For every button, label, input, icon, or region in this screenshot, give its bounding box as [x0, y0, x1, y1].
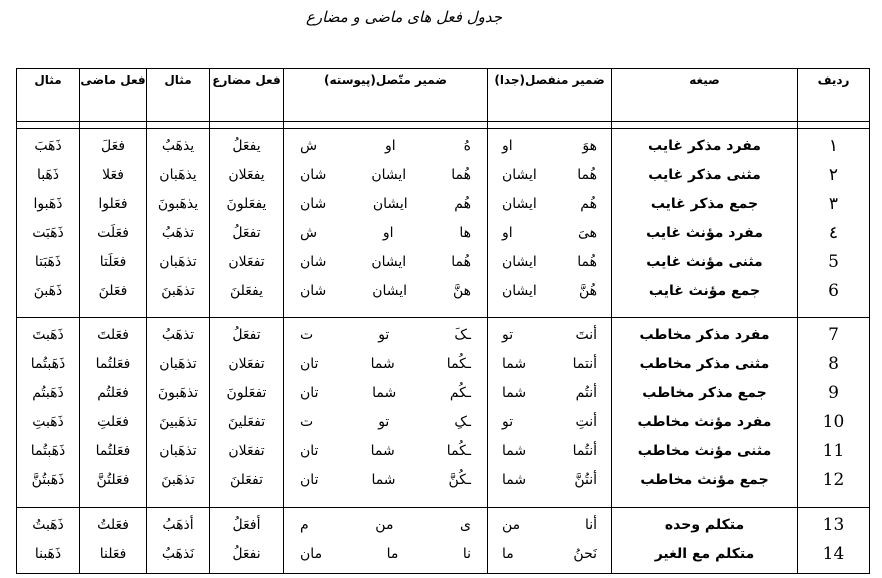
cell-verb-present [210, 129, 284, 318]
pronoun-attached-part: تان [300, 385, 319, 402]
cell-pronoun-separate [488, 318, 612, 507]
example-present: یذهَبان [159, 167, 197, 183]
pronoun-attached-part: شما [371, 472, 396, 489]
pronoun-attached [284, 190, 487, 219]
example-past: ذَهَبتُم [32, 385, 64, 402]
pronoun-separate-part: هُنَّ [578, 283, 597, 299]
header-mottasel: ضمیر متّصل(پیوسته) [284, 69, 488, 122]
sigha-label-list [612, 508, 797, 569]
pronoun-separate-part: أنتُنَّ [574, 472, 597, 489]
verb-past-list [80, 508, 146, 569]
example-past: ذَهَبتُنَّ [31, 472, 65, 489]
row-number-list [798, 508, 869, 569]
pronoun-attached-part: او [382, 225, 394, 241]
header-monfasel: ضمیر منفصل(جدا) [488, 69, 612, 122]
pronoun-separate-part: نَحنُ [573, 545, 597, 562]
verb-past: فعَلتُم [97, 385, 129, 402]
cell-sigha-label [612, 507, 798, 573]
pronoun-separate [488, 408, 611, 437]
row-number: 6 [828, 281, 839, 301]
row-number: 13 [822, 514, 845, 535]
row-number-list [798, 129, 869, 306]
pronoun-attached [284, 350, 487, 379]
cell-verb-past [80, 507, 147, 573]
pronoun-separate-part: هُما [577, 254, 597, 270]
sigha-label-list [612, 318, 797, 495]
pronoun-separate-part: هُما [577, 167, 597, 183]
cell-pronoun-attached [284, 318, 488, 507]
cell-pronoun-separate [488, 129, 612, 318]
header-mesal-1: مثال [147, 69, 210, 122]
row-number: 11 [822, 441, 845, 462]
verb-present: تفعَلُ [232, 225, 261, 241]
example-present: تذهَبونَ [157, 385, 199, 402]
pronoun-attached-part: شان [300, 196, 327, 212]
pronoun-separate-list [488, 318, 611, 495]
example-past: ذَهَبا [36, 167, 60, 183]
pronoun-attached [284, 466, 487, 495]
verb-present: تفعَلونَ [226, 385, 267, 402]
pronoun-separate-part: هوَ [582, 138, 597, 154]
pronoun-separate [488, 161, 611, 190]
cell-row-number [798, 318, 870, 507]
pronoun-separate [488, 248, 611, 277]
verb-present-list [210, 129, 283, 306]
cell-example-present [147, 507, 210, 573]
cell-example-past [17, 129, 80, 318]
cell-example-present [147, 318, 210, 507]
row-number: 7 [828, 325, 839, 346]
verb-present-list [210, 508, 283, 569]
pronoun-attached-part: ها [459, 225, 471, 241]
cell-verb-present [210, 318, 284, 507]
verb-past: فعَلتُما [95, 443, 131, 460]
pronoun-attached-part: هُما [451, 254, 471, 270]
cell-verb-past [80, 129, 147, 318]
pronoun-separate [488, 219, 611, 248]
example-present: تذهَبان [159, 443, 197, 460]
pronoun-separate [488, 321, 611, 350]
example-past: ذَهَبوا [33, 196, 63, 212]
verb-past: فعَلنا [99, 545, 127, 562]
pronoun-attached-part: تان [300, 356, 319, 373]
pronoun-separate [488, 277, 611, 306]
verb-present: تفعَلینَ [227, 414, 266, 431]
pronoun-attached-part: ـکُما [446, 443, 471, 460]
example-past-list [17, 318, 79, 495]
pronoun-attached-part: شان [300, 167, 327, 183]
pronoun-attached-part: ـکُما [446, 356, 471, 373]
row-number: ١ [828, 136, 839, 156]
example-present: یذهَبونَ [157, 196, 199, 212]
header-sigha: صیغه [612, 69, 798, 122]
pronoun-separate-part: من [502, 516, 521, 533]
row-number: 12 [822, 470, 845, 491]
cell-verb-past [80, 318, 147, 507]
pronoun-attached [284, 511, 487, 540]
cell-pronoun-separate [488, 507, 612, 573]
pronoun-separate-part: شما [502, 356, 527, 373]
cell-row-number [798, 129, 870, 318]
pronoun-attached-part: ش [300, 225, 318, 241]
header-row [17, 69, 870, 122]
pronoun-attached-part: ت [300, 327, 314, 344]
sigha-label: مفرد مؤنث مخاطب [637, 414, 772, 431]
pronoun-attached [284, 161, 487, 190]
pronoun-attached-part: هُم [454, 196, 471, 212]
verb-present: أفعَلُ [232, 516, 261, 533]
example-present: تذهَبان [159, 356, 197, 373]
pronoun-separate-part: أنتَ [575, 327, 597, 344]
example-past-list [17, 129, 79, 306]
verb-present: یفعَلان [228, 167, 265, 183]
sigha-label: جمع مؤنث مخاطب [640, 472, 769, 489]
verb-present: تفعَلُ [232, 327, 261, 344]
pronoun-separate [488, 190, 611, 219]
pronoun-attached-part: تان [300, 443, 319, 460]
pronoun-attached-part: تو [378, 327, 390, 344]
pronoun-attached-part: ایشان [371, 167, 407, 183]
pronoun-attached-part: هُما [451, 167, 471, 183]
pronoun-attached [284, 277, 487, 306]
pronoun-attached [284, 379, 487, 408]
sigha-label: متکلم وحده [664, 516, 745, 533]
row-number: 14 [822, 543, 845, 564]
pronoun-attached-part: شما [370, 443, 395, 460]
example-past: ذَهَبَتا [34, 254, 62, 270]
verb-past: فعَلَ [100, 138, 126, 154]
pronoun-separate-part: ایشان [502, 196, 537, 212]
cell-pronoun-attached [284, 507, 488, 573]
pronoun-attached-part: تو [378, 414, 390, 431]
pronoun-attached-part: هنَّ [452, 283, 471, 299]
pronoun-separate-part: او [502, 225, 513, 241]
pronoun-separate-part: شما [502, 385, 527, 402]
verb-past: فعَلَتا [99, 254, 127, 270]
sigha-label: مثنی مؤنث مخاطب [637, 443, 772, 460]
pronoun-separate-part: أنتِ [575, 414, 597, 431]
pronoun-attached-part: شما [370, 356, 395, 373]
pronoun-separate-part: شما [502, 443, 527, 460]
pronoun-attached-part: ـکُم [449, 385, 471, 402]
verb-past-list [80, 129, 146, 306]
header-mozare: فعل مضارع [210, 69, 284, 122]
row-number: ٤ [828, 223, 839, 243]
example-past: ذَهَبَت [32, 225, 64, 241]
example-past: ذَهَبنا [34, 545, 62, 562]
pronoun-attached-list [284, 129, 487, 306]
pronoun-separate [488, 466, 611, 495]
sigha-label-list [612, 129, 797, 306]
cell-pronoun-attached [284, 129, 488, 318]
pronoun-attached [284, 248, 487, 277]
example-past: ذَهَبَ [34, 138, 62, 154]
pronoun-separate-part: أنتما [572, 356, 597, 373]
verb-present: تفعَلنَ [229, 472, 264, 489]
pronoun-attached-part: شان [300, 254, 327, 270]
pronoun-separate-part: ایشان [502, 254, 537, 270]
pronoun-attached-part: او [385, 138, 396, 154]
header-mesal-2: مثال [17, 69, 80, 122]
pronoun-separate-part: هیَ [577, 225, 597, 241]
pronoun-attached [284, 321, 487, 350]
header-mazi: فعل ماضی [80, 69, 147, 122]
example-present: أذهَبُ [162, 516, 194, 533]
spacer-row [17, 122, 870, 129]
example-past: ذَهَبتُما [30, 443, 66, 460]
example-present-list [147, 508, 209, 569]
pronoun-attached-list [284, 508, 487, 569]
example-present: نَذهَبُ [161, 545, 195, 562]
example-past-list [17, 508, 79, 569]
pronoun-attached-part: ـکُنَّ [448, 472, 471, 489]
example-present: تذهَبُ [161, 225, 195, 241]
example-present: تذهَبُ [161, 327, 195, 344]
pronoun-attached-part: ت [300, 414, 314, 431]
row-number-list [798, 318, 869, 495]
pronoun-attached-part: نا [462, 545, 471, 562]
pronoun-attached [284, 219, 487, 248]
verb-present: یفعَلنَ [229, 283, 264, 299]
pronoun-attached [284, 408, 487, 437]
verb-present: تفعَلان [228, 356, 265, 373]
pronoun-attached-part: ش [300, 138, 318, 154]
pronoun-attached-part: ـکَ [454, 327, 471, 344]
pronoun-attached-list [284, 318, 487, 495]
verb-past: فعَلتُنَّ [96, 472, 130, 489]
verb-past: فعَلا [102, 167, 124, 183]
cell-sigha-label [612, 318, 798, 507]
pronoun-separate [488, 437, 611, 466]
pronoun-attached [284, 132, 487, 161]
example-past: ذَهَبنَ [33, 283, 63, 299]
pronoun-separate-part: أنا [584, 516, 597, 533]
sigha-label: جمع مذکر مخاطب [642, 385, 767, 402]
example-present: تذهَبان [159, 254, 197, 270]
pronoun-attached-part: ـکِ [454, 414, 471, 431]
section-third-person [17, 129, 870, 318]
pronoun-attached-part: مان [300, 545, 323, 562]
example-past: ذَهَبتُ [32, 516, 64, 533]
pronoun-separate-part: ایشان [502, 167, 537, 183]
verb-present-list [210, 318, 283, 495]
verb-present: یفعَلُ [232, 138, 261, 154]
header-radif: ردیف [798, 69, 870, 122]
pronoun-attached-part: من [375, 516, 394, 533]
pronoun-attached-part: ایشان [371, 254, 407, 270]
row-number: ٢ [828, 165, 839, 185]
sigha-label: مفرد مذکر غایب [648, 138, 761, 154]
pronoun-separate-part: ایشان [502, 283, 537, 299]
pronoun-separate-part: شما [502, 472, 527, 489]
pronoun-attached-part: تان [300, 472, 319, 489]
pronoun-attached-part: شان [300, 283, 327, 299]
verb-present: تفعَلان [228, 254, 265, 270]
pronoun-attached-part: ما [386, 545, 399, 562]
pronoun-separate-list [488, 508, 611, 569]
row-number: 9 [828, 383, 839, 404]
cell-example-past [17, 318, 80, 507]
sigha-label: متکلم مع الغیر [654, 545, 755, 562]
pronoun-attached-part: م [300, 516, 309, 533]
verb-past: فعَلتَ [97, 327, 129, 344]
pronoun-separate-part: أنتُم [575, 385, 597, 402]
example-present: تذهَبنَ [161, 472, 195, 489]
example-past: ذَهَبتِ [32, 414, 64, 431]
example-present: تذهَبینَ [159, 414, 197, 431]
pronoun-attached [284, 437, 487, 466]
cell-example-present [147, 129, 210, 318]
sigha-label: مفرد مذکر مخاطب [639, 327, 770, 344]
section-first-person [17, 507, 870, 573]
pronoun-separate-part: تو [502, 327, 514, 344]
pronoun-separate [488, 132, 611, 161]
page-title: جدول فعل های ماضی و مضارع [305, 8, 502, 26]
example-past: ذَهَبتَ [32, 327, 64, 344]
verb-past: فعَلتُما [95, 356, 131, 373]
sigha-label: جمع مؤنث غایب [648, 283, 761, 299]
example-present: یذهَبُ [161, 138, 195, 154]
verb-past: فعَلنَ [98, 283, 128, 299]
pronoun-separate [488, 540, 611, 569]
sigha-label: جمع مذکر غایب [650, 196, 759, 212]
verb-present: یفعَلونَ [226, 196, 267, 212]
pronoun-separate-part: هُم [580, 196, 597, 212]
row-number: 5 [828, 252, 839, 272]
verb-present: تفعَلان [228, 443, 265, 460]
verb-past: فعَلوا [98, 196, 128, 212]
cell-verb-present [210, 507, 284, 573]
row-number: ٣ [828, 194, 839, 214]
sigha-label: مثنی مذکر غایب [648, 167, 761, 183]
verb-past-list [80, 318, 146, 495]
example-present-list [147, 129, 209, 306]
row-number: 10 [822, 412, 845, 433]
pronoun-attached-part: شما [372, 385, 397, 402]
verb-past: فعَلتِ [97, 414, 129, 431]
sigha-label: مفرد مؤنث غایب [646, 225, 763, 241]
verb-past: فعَلَت [97, 225, 129, 241]
pronoun-attached-part: ایشان [372, 196, 408, 212]
cell-row-number [798, 507, 870, 573]
conjugation-table [16, 68, 870, 574]
example-past: ذَهَبتُما [30, 356, 66, 373]
pronoun-separate-part: او [502, 138, 513, 154]
section-second-person [17, 318, 870, 507]
pronoun-attached-part: ایشان [372, 283, 408, 299]
pronoun-separate [488, 511, 611, 540]
pronoun-separate-part: أنتُما [572, 443, 597, 460]
pronoun-attached-part: هُ [463, 138, 471, 154]
cell-sigha-label [612, 129, 798, 318]
pronoun-attached-part: ی [460, 516, 471, 533]
pronoun-separate-list [488, 129, 611, 306]
verb-past: فعَلتُ [97, 516, 129, 533]
verb-present: نفعَلُ [232, 545, 261, 562]
row-number: 8 [828, 354, 839, 375]
pronoun-separate [488, 379, 611, 408]
example-present: تذهَبنَ [161, 283, 195, 299]
cell-example-past [17, 507, 80, 573]
pronoun-separate [488, 350, 611, 379]
example-present-list [147, 318, 209, 495]
pronoun-attached [284, 540, 487, 569]
sigha-label: مثنی مذکر مخاطب [639, 356, 770, 373]
pronoun-separate-part: ما [502, 545, 514, 562]
sigha-label: مثنی مؤنث غایب [646, 254, 763, 270]
pronoun-separate-part: تو [502, 414, 514, 431]
